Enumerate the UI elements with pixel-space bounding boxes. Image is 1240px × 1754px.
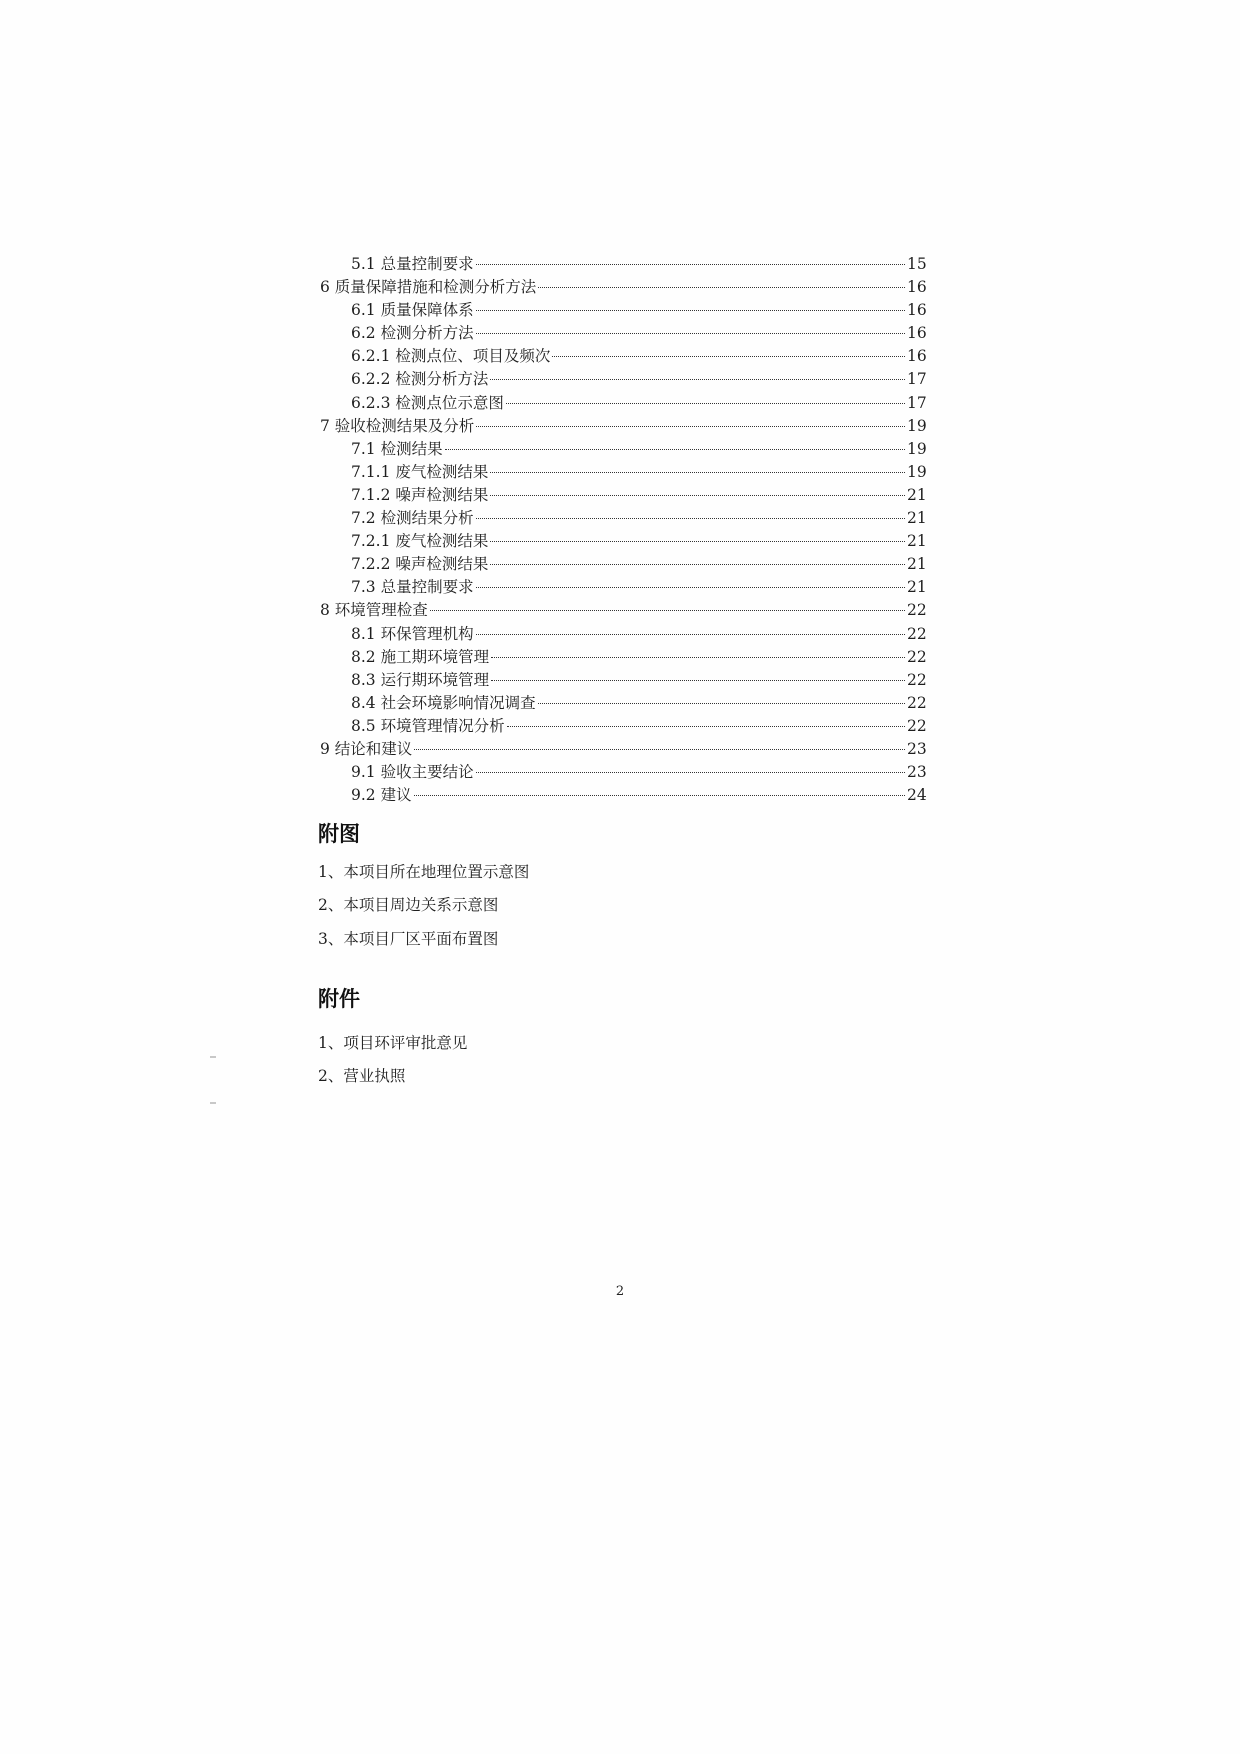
toc-leader-dots [476,310,905,311]
toc-entry-label: 8 环境管理检查 [320,601,428,620]
toc-entry-label: 6.2.1 检测点位、项目及频次 [351,347,551,366]
toc-entry-label: 8.4 社会环境影响情况调查 [351,693,536,712]
toc-entry-page: 16 [907,301,927,320]
toc-entry-page: 19 [907,462,927,481]
toc-entry-label: 7.1.1 废气检测结果 [351,462,489,481]
toc-entry-label: 9 结论和建议 [320,739,413,758]
toc-entry-label: 6 质量保障措施和检测分析方法 [320,278,537,297]
toc-leader-dots [414,795,905,796]
toc-entry [320,576,925,599]
toc-entry-label: 7.1.2 噪声检测结果 [351,485,489,504]
toc-entry [320,415,925,438]
toc-leader-dots [490,564,905,565]
toc-entry-label: 7.2.2 噪声检测结果 [351,555,489,574]
toc-entry [320,761,925,784]
toc-entry [320,276,925,299]
toc-entry-page: 21 [907,509,927,528]
toc-entry-page: 21 [907,532,927,551]
toc-entry-page: 23 [907,763,927,782]
toc-leader-dots [490,472,905,473]
toc-leader-dots [476,772,905,773]
attachment-item: 2、营业执照 [318,1067,406,1085]
toc-entry-label: 8.2 施工期环境管理 [351,647,490,666]
toc-leader-dots [490,495,905,496]
toc-entry-page: 22 [907,601,927,620]
toc-entry [320,345,925,368]
toc-leader-dots [490,379,905,380]
toc-leader-dots [476,518,905,519]
toc-entry-label: 7.3 总量控制要求 [351,578,474,597]
toc-entry [320,530,925,553]
figure-item: 1、本项目所在地理位置示意图 [318,863,530,881]
toc-entry [320,553,925,576]
toc-entry-label: 6.1 质量保障体系 [351,301,474,320]
toc-entry-page: 19 [907,416,927,435]
toc-entry [320,507,925,530]
scan-artifact [210,1102,216,1104]
toc-leader-dots [476,426,905,427]
toc-entry-page: 16 [907,278,927,297]
toc-entry-page: 22 [907,670,927,689]
toc-entry [320,253,925,276]
toc-entry-page: 22 [907,624,927,643]
toc-entry-page: 23 [907,739,927,758]
toc-entry [320,738,925,761]
attachments-heading: 附件 [318,987,360,1011]
figure-item: 3、本项目厂区平面布置图 [318,930,499,948]
figures-heading: 附图 [318,822,360,846]
toc-entry-label: 8.5 环境管理情况分析 [351,716,505,735]
toc-leader-dots [430,610,905,611]
figure-item: 2、本项目周边关系示意图 [318,896,499,914]
toc-entry-label: 9.1 验收主要结论 [351,763,474,782]
toc-leader-dots [538,703,905,704]
toc-leader-dots [445,449,905,450]
toc-entry-label: 7 验收检测结果及分析 [320,416,475,435]
toc-entry [320,646,925,669]
toc-entry-page: 17 [907,393,927,412]
toc-entry-page: 16 [907,347,927,366]
toc-leader-dots [476,333,905,334]
toc-leader-dots [476,264,905,265]
toc-leader-dots [507,726,905,727]
toc-entry-label: 6.2 检测分析方法 [351,324,474,343]
toc-entry-page: 24 [907,786,927,805]
toc-entry [320,461,925,484]
toc-entry [320,299,925,322]
scan-artifact [210,1056,216,1058]
toc-entry-label: 6.2.2 检测分析方法 [351,370,489,389]
toc-entry [320,368,925,391]
toc-leader-dots [506,403,905,404]
toc-entry-page: 22 [907,693,927,712]
toc-entry-page: 15 [907,255,927,273]
toc-leader-dots [476,587,905,588]
toc-entry-label: 7.2 检测结果分析 [351,509,474,528]
table-of-contents [320,253,925,807]
toc-entry [320,784,925,807]
toc-entry-page: 22 [907,647,927,666]
toc-entry-label: 5.1 总量控制要求 [351,255,474,273]
toc-entry-page: 17 [907,370,927,389]
toc-leader-dots [476,634,905,635]
toc-entry-page: 16 [907,324,927,343]
toc-entry-label: 6.2.3 检测点位示意图 [351,393,504,412]
toc-leader-dots [552,356,905,357]
toc-entry-label: 8.3 运行期环境管理 [351,670,490,689]
toc-leader-dots [538,287,905,288]
toc-entry [320,438,925,461]
toc-entry-page: 21 [907,555,927,574]
toc-entry [320,623,925,646]
toc-entry [320,715,925,738]
toc-leader-dots [414,749,905,750]
toc-entry-label: 8.1 环保管理机构 [351,624,474,643]
toc-entry [320,669,925,692]
toc-entry-page: 21 [907,578,927,597]
toc-entry [320,392,925,415]
toc-entry-label: 9.2 建议 [351,786,412,805]
toc-leader-dots [491,657,905,658]
toc-entry-page: 19 [907,439,927,458]
toc-entry [320,599,925,622]
toc-leader-dots [490,541,905,542]
toc-leader-dots [491,680,905,681]
toc-entry-label: 7.2.1 废气检测结果 [351,532,489,551]
toc-entry [320,322,925,345]
toc-entry [320,692,925,715]
page-number: 2 [615,1284,625,1299]
toc-entry-label: 7.1 检测结果 [351,439,443,458]
toc-entry-page: 21 [907,485,927,504]
attachment-item: 1、项目环评审批意见 [318,1034,468,1052]
toc-entry-page: 22 [907,716,927,735]
toc-entry [320,484,925,507]
